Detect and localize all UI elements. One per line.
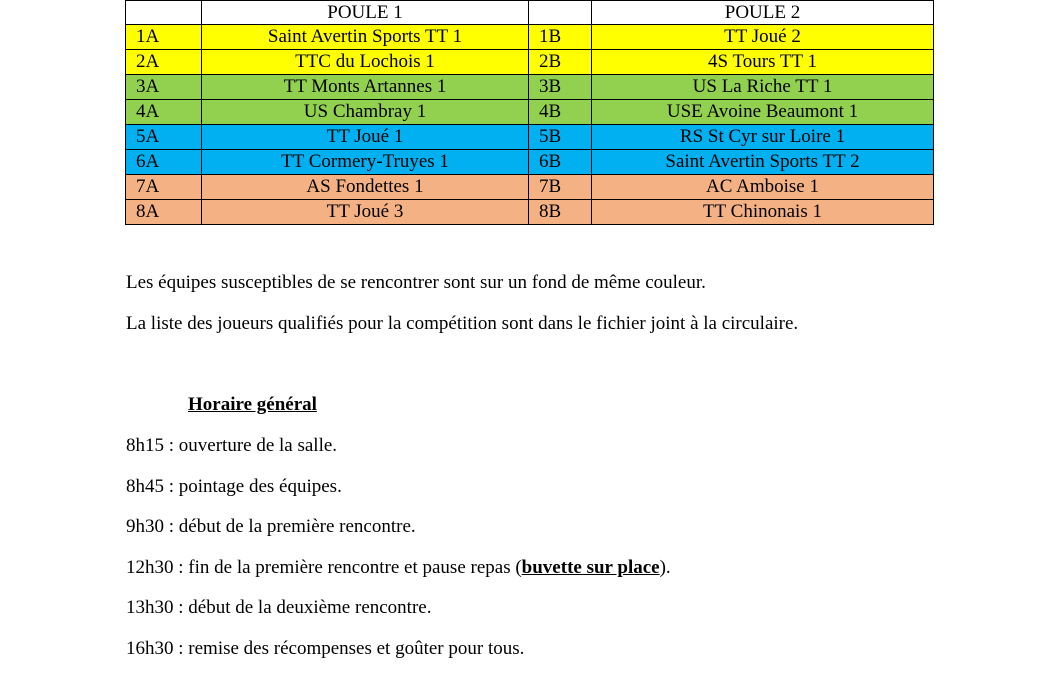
team-name-a: TT Monts Artannes 1 (202, 75, 529, 100)
team-name-a: Saint Avertin Sports TT 1 (202, 25, 529, 50)
team-name-a: TT Joué 3 (202, 200, 529, 225)
header-poule-2: POULE 2 (592, 1, 934, 25)
team-name-b: USE Avoine Beaumont 1 (592, 100, 934, 125)
team-code-b: 8B (529, 200, 592, 225)
note-same-color: Les équipes susceptibles de se rencontrer sont sur un fond de même couleur. (126, 272, 706, 293)
schedule-item: 13h30 : début de la deuxième rencontre. (126, 597, 432, 618)
team-code-b: 3B (529, 75, 592, 100)
table-row (126, 50, 934, 75)
table-row (126, 25, 934, 50)
team-code-b: 4B (529, 100, 592, 125)
buvette-highlight: buvette sur place (521, 557, 660, 578)
team-code-a: 6A (126, 150, 202, 175)
team-name-a: TTC du Lochois 1 (202, 50, 529, 75)
team-code-a: 2A (126, 50, 202, 75)
team-code-a: 7A (126, 175, 202, 200)
team-code-b: 1B (529, 25, 592, 50)
team-code-a: 4A (126, 100, 202, 125)
team-code-a: 1A (126, 25, 202, 50)
team-code-a: 8A (126, 200, 202, 225)
header-poule-1: POULE 1 (202, 1, 529, 25)
team-name-b: US La Riche TT 1 (592, 75, 934, 100)
note-players-list: La liste des joueurs qualifiés pour la compétition sont dans le fichier joint à la circulaire. (126, 313, 799, 334)
team-code-a: 3A (126, 75, 202, 100)
table-row (126, 75, 934, 100)
team-name-a: TT Joué 1 (202, 125, 529, 150)
team-name-a: AS Fondettes 1 (202, 175, 529, 200)
team-code-b: 5B (529, 125, 592, 150)
table-row (126, 150, 934, 175)
schedule-title: Horaire général (188, 394, 317, 415)
team-name-b: TT Joué 2 (592, 25, 934, 50)
schedule-item: 8h45 : pointage des équipes. (126, 476, 342, 497)
team-name-b: 4S Tours TT 1 (592, 50, 934, 75)
team-name-b: AC Amboise 1 (592, 175, 934, 200)
team-code-b: 7B (529, 175, 592, 200)
schedule-item: 9h30 : début de la première rencontre. (126, 516, 416, 537)
schedule-item (126, 557, 671, 579)
table-row (126, 200, 934, 225)
team-name-b: TT Chinonais 1 (592, 200, 934, 225)
header-cell-code-b (529, 1, 592, 25)
team-name-a: US Chambray 1 (202, 100, 529, 125)
schedule-item: 8h15 : ouverture de la salle. (126, 435, 338, 456)
team-code-b: 2B (529, 50, 592, 75)
schedule-item-text: 12h30 : fin de la première rencontre et pause repas ( (126, 557, 522, 578)
team-name-b: RS St Cyr sur Loire 1 (592, 125, 934, 150)
header-cell-code-a (126, 1, 202, 25)
pools-table (125, 0, 934, 225)
schedule-item: 16h30 : remise des récompenses et goûter pour tous. (126, 638, 525, 659)
table-row (126, 125, 934, 150)
table-row (126, 100, 934, 125)
team-name-b: Saint Avertin Sports TT 2 (592, 150, 934, 175)
table-header-row (126, 1, 934, 25)
schedule-item-text-end: ). (659, 557, 671, 578)
team-code-a: 5A (126, 125, 202, 150)
team-code-b: 6B (529, 150, 592, 175)
table-row (126, 175, 934, 200)
team-name-a: TT Cormery-Truyes 1 (202, 150, 529, 175)
